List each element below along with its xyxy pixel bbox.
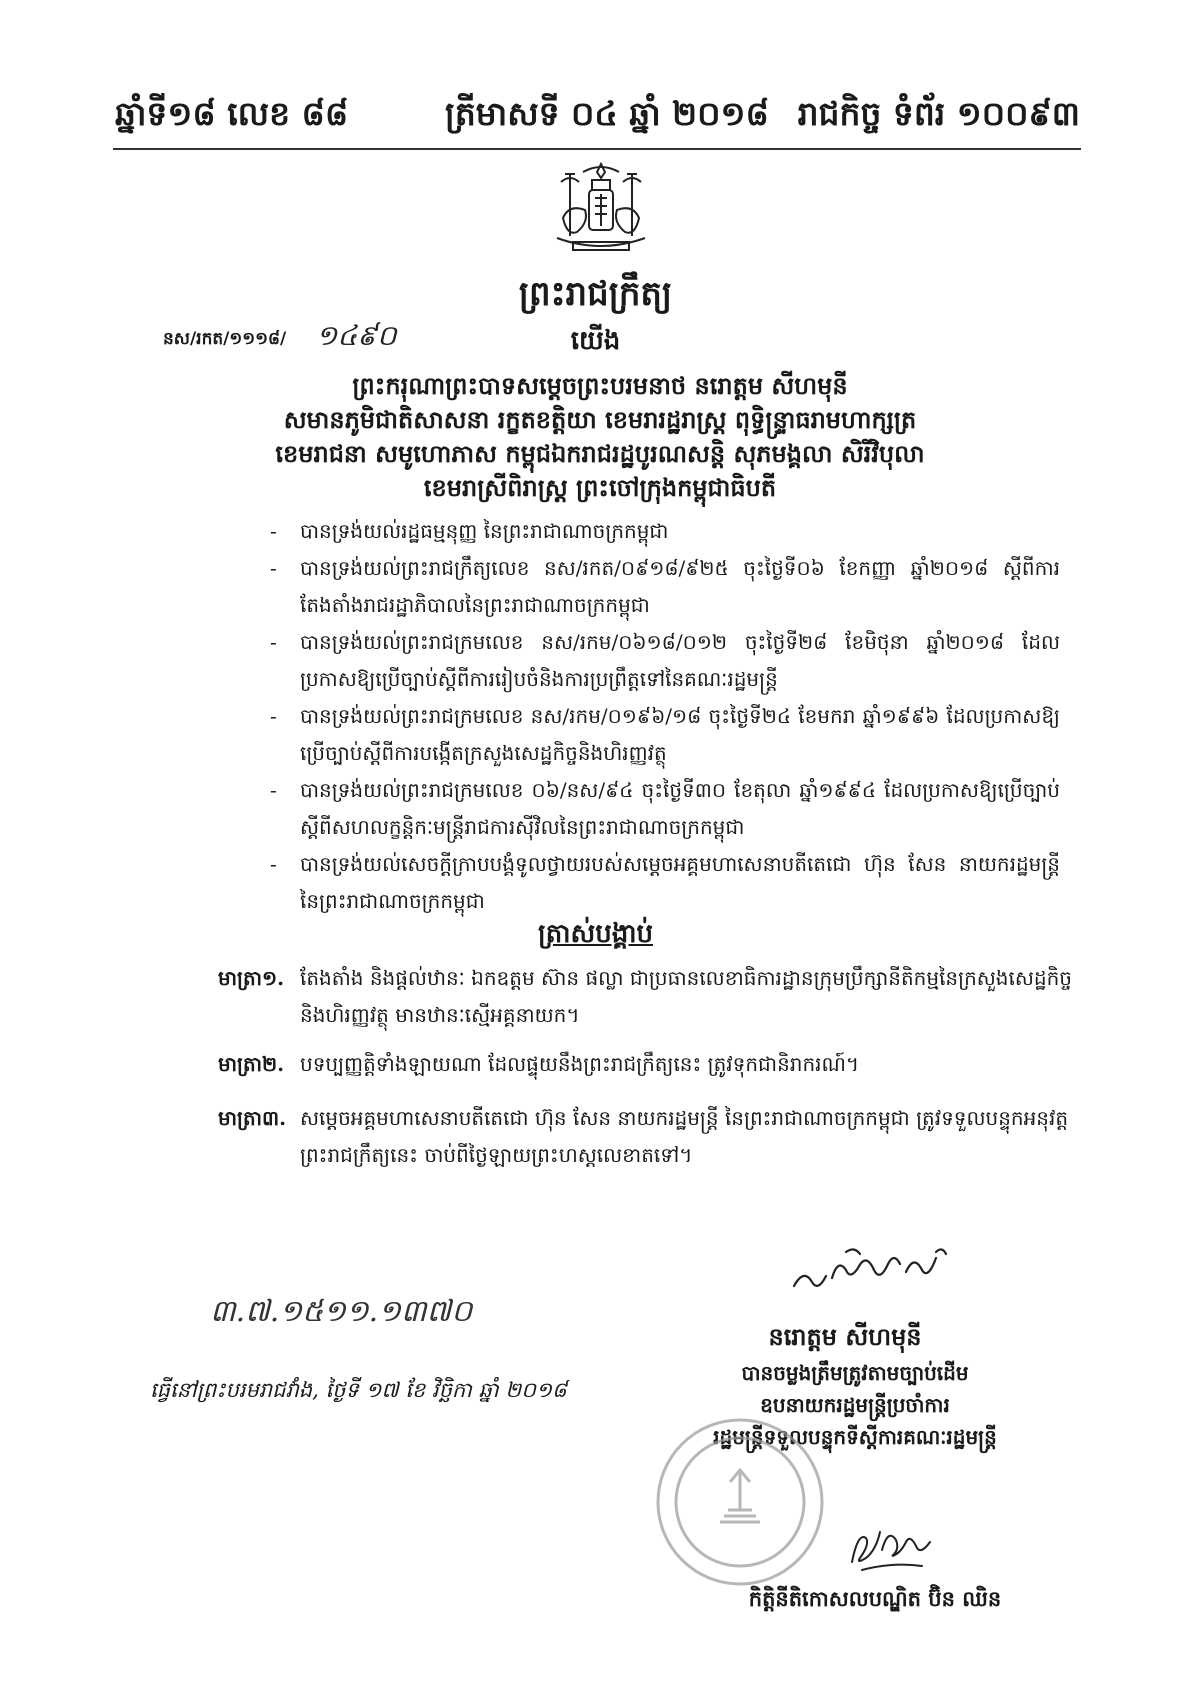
article-body: តែងតាំង និងផ្តល់ឋានៈ ឯកឧត្តម ស៊ាន ផល្លា ជាប្រធានលេខាធិការដ្ឋានក្រុមប្រឹក្សានីតិកម្មនៃក្រសួងសេដ្ឋកិច្ច និងហិរញ្ញវត្ថុ មានឋានៈស្មើអគ្គនាយក។: [300, 966, 1072, 1027]
recital-item: - បានទ្រង់យល់ព្រះរាជក្រមលេខ នស/រកម/០១៩៦/១៨ ចុះថ្ងៃទី២៤ ខែមករា ឆ្នាំ១៩៩៦ ដែលប្រកាសឱ្យប្រើច្បាប់ស្តីពីការបង្កើតក្រសួងសេដ្ឋកិច្ចនិងហិរញ្ញវត្ថុ: [270, 704, 1060, 765]
countersign-line: បានចម្លងត្រឹមត្រូវតាមច្បាប់ដើម: [741, 1361, 969, 1385]
handwritten-registration-date: ៣.៧.១៥១១.១៣៧០: [210, 1294, 473, 1329]
royal-arms-emblem-icon: [543, 158, 659, 270]
article-1: [218, 960, 1080, 1034]
king-title-line: ខេមរាស្រីពិរាស្ត្រ ព្រះចៅក្រុងកម្ពុជាធិបតី: [423, 473, 777, 502]
article-3: [218, 1100, 1080, 1174]
recital-item: - បានទ្រង់យល់រដ្ឋធម្មនុញ្ញ នៃព្រះរាជាណាចក្រកម្ពុជា: [270, 519, 669, 543]
king-title-line: សមានភូមិជាតិសាសនា រក្ខតខត្តិយា ខេមរារដ្ឋរាស្ត្រ ពុទ្ធិន្ទ្រាធរាមហាក្សត្រ: [283, 405, 917, 434]
issue-number: ឆ្នាំទី១៨ លេខ ៨៨: [115, 94, 349, 133]
recital-item: - បានទ្រង់យល់ព្រះរាជក្រឹត្យលេខ នស/រកត/០៩១៨/៩២៥ ចុះថ្ងៃទី០៦ ខែកញ្ញា ឆ្នាំ២០១៨ ស្តីពីការតែងតាំងរាជរដ្ឋាភិបាលនៃព្រះរាជាណាចក្រកម្ពុជា: [270, 556, 1060, 617]
gazette-page-number: រាជកិច្ច ទំព័រ ១០០៩៣: [797, 94, 1080, 133]
king-signature: [786, 1238, 966, 1298]
decree-number: នស/រកត/១១១៨/: [163, 329, 287, 349]
decree-number-handwritten: ១៤៩០: [316, 319, 397, 352]
king-name: នរោត្តម សីហមុនី: [768, 1322, 922, 1351]
countersign-line: រដ្ឋមន្ត្រីទទួលបន្ទុកទីស្តីការគណៈរដ្ឋមន្ត្រី: [713, 1425, 997, 1449]
gazette-header: [115, 94, 1080, 138]
recital-item: - បានទ្រង់យល់ព្រះរាជក្រមលេខ ០៦/នស/៩៤ ចុះថ្ងៃទី៣០ ខែតុលា ឆ្នាំ១៩៩៤ ដែលប្រកាសឱ្យប្រើច្បាប់ស្តីពីសហលក្ខន្តិកៈមន្ត្រីរាជការស៊ីវិលនៃព្រះរាជាណាចក្រកម្ពុជា: [270, 778, 1060, 839]
minister-signature: [842, 1510, 962, 1580]
recital-item: - បានទ្រង់យល់ព្រះរាជក្រមលេខ នស/រកម/០៦១៨/០១២ ចុះថ្ងៃទី២៨ ខែមិថុនា ឆ្នាំ២០១៨ ដែលប្រកាសឱ្យប្រើច្បាប់ស្តីពីការរៀបចំនិងការប្រព្រឹត្តទៅនៃគណៈរដ្ឋមន្ត្រី: [270, 630, 1060, 691]
article-label: មាត្រា២.: [218, 1052, 285, 1076]
minister-name: កិត្តិនីតិកោសលបណ្ឌិត ប៊ិន ឈិន: [748, 1586, 1002, 1611]
document-title: ព្រះរាជក្រឹត្យ: [518, 274, 673, 314]
article-body: បទប្បញ្ញត្តិទាំងឡាយណា ដែលផ្ទុយនឹងព្រះរាជក្រឹត្យនេះ ត្រូវទុកជានិរាករណ៍។: [300, 1052, 860, 1076]
article-label: មាត្រា៣.: [218, 1106, 287, 1130]
header-divider: [113, 148, 1081, 150]
quarter-year: ត្រីមាសទី ០៤ ឆ្នាំ ២០១៨: [445, 94, 769, 133]
signing-place-date: ធ្វើនៅព្រះបរមរាជវាំង, ថ្ងៃទី ១៧ ខែ វិច្ឆិកា ឆ្នាំ ២០១៨: [150, 1378, 567, 1402]
decides-heading: ត្រាស់បង្គាប់: [537, 919, 654, 949]
recital-item: - បានទ្រង់យល់សេចក្តីក្រាបបង្គំទូលថ្វាយរបស់សម្តេចអគ្គមហាសេនាបតីតេជោ ហ៊ុន សែន នាយករដ្ឋមន្ត្រីនៃព្រះរាជាណាចក្រកម្ពុជា: [270, 852, 1060, 913]
recitals-list: [270, 513, 1060, 920]
article-2: [218, 1046, 1080, 1083]
king-title-line: ខេមរាជនា សមូហោភាស កម្ពុជឯករាជរដ្ឋបូរណសន្តិ សុភមង្គលា សិរីវិបុលា: [275, 439, 925, 468]
official-seal-stamp: [650, 1412, 830, 1592]
article-label: មាត្រា១.: [218, 966, 285, 990]
article-body: សម្តេចអគ្គមហាសេនាបតីតេជោ ហ៊ុន សែន នាយករដ្ឋមន្ត្រី នៃព្រះរាជាណាចក្រកម្ពុជា ត្រូវទទួលបន្ទុកអនុវត្តព្រះរាជក្រឹត្យនេះ ចាប់ពីថ្ងៃឡាយព្រះហស្តលេខាតទៅ។: [300, 1106, 1069, 1167]
countersign-line: ឧបនាយករដ្ឋមន្ត្រីប្រចាំការ: [760, 1393, 950, 1417]
king-title-line: ព្រះករុណាព្រះបាទសម្តេចព្រះបរមនាថ នរោត្តម សីហមុនី: [352, 371, 848, 400]
royal-we-heading: យើង: [570, 326, 621, 356]
